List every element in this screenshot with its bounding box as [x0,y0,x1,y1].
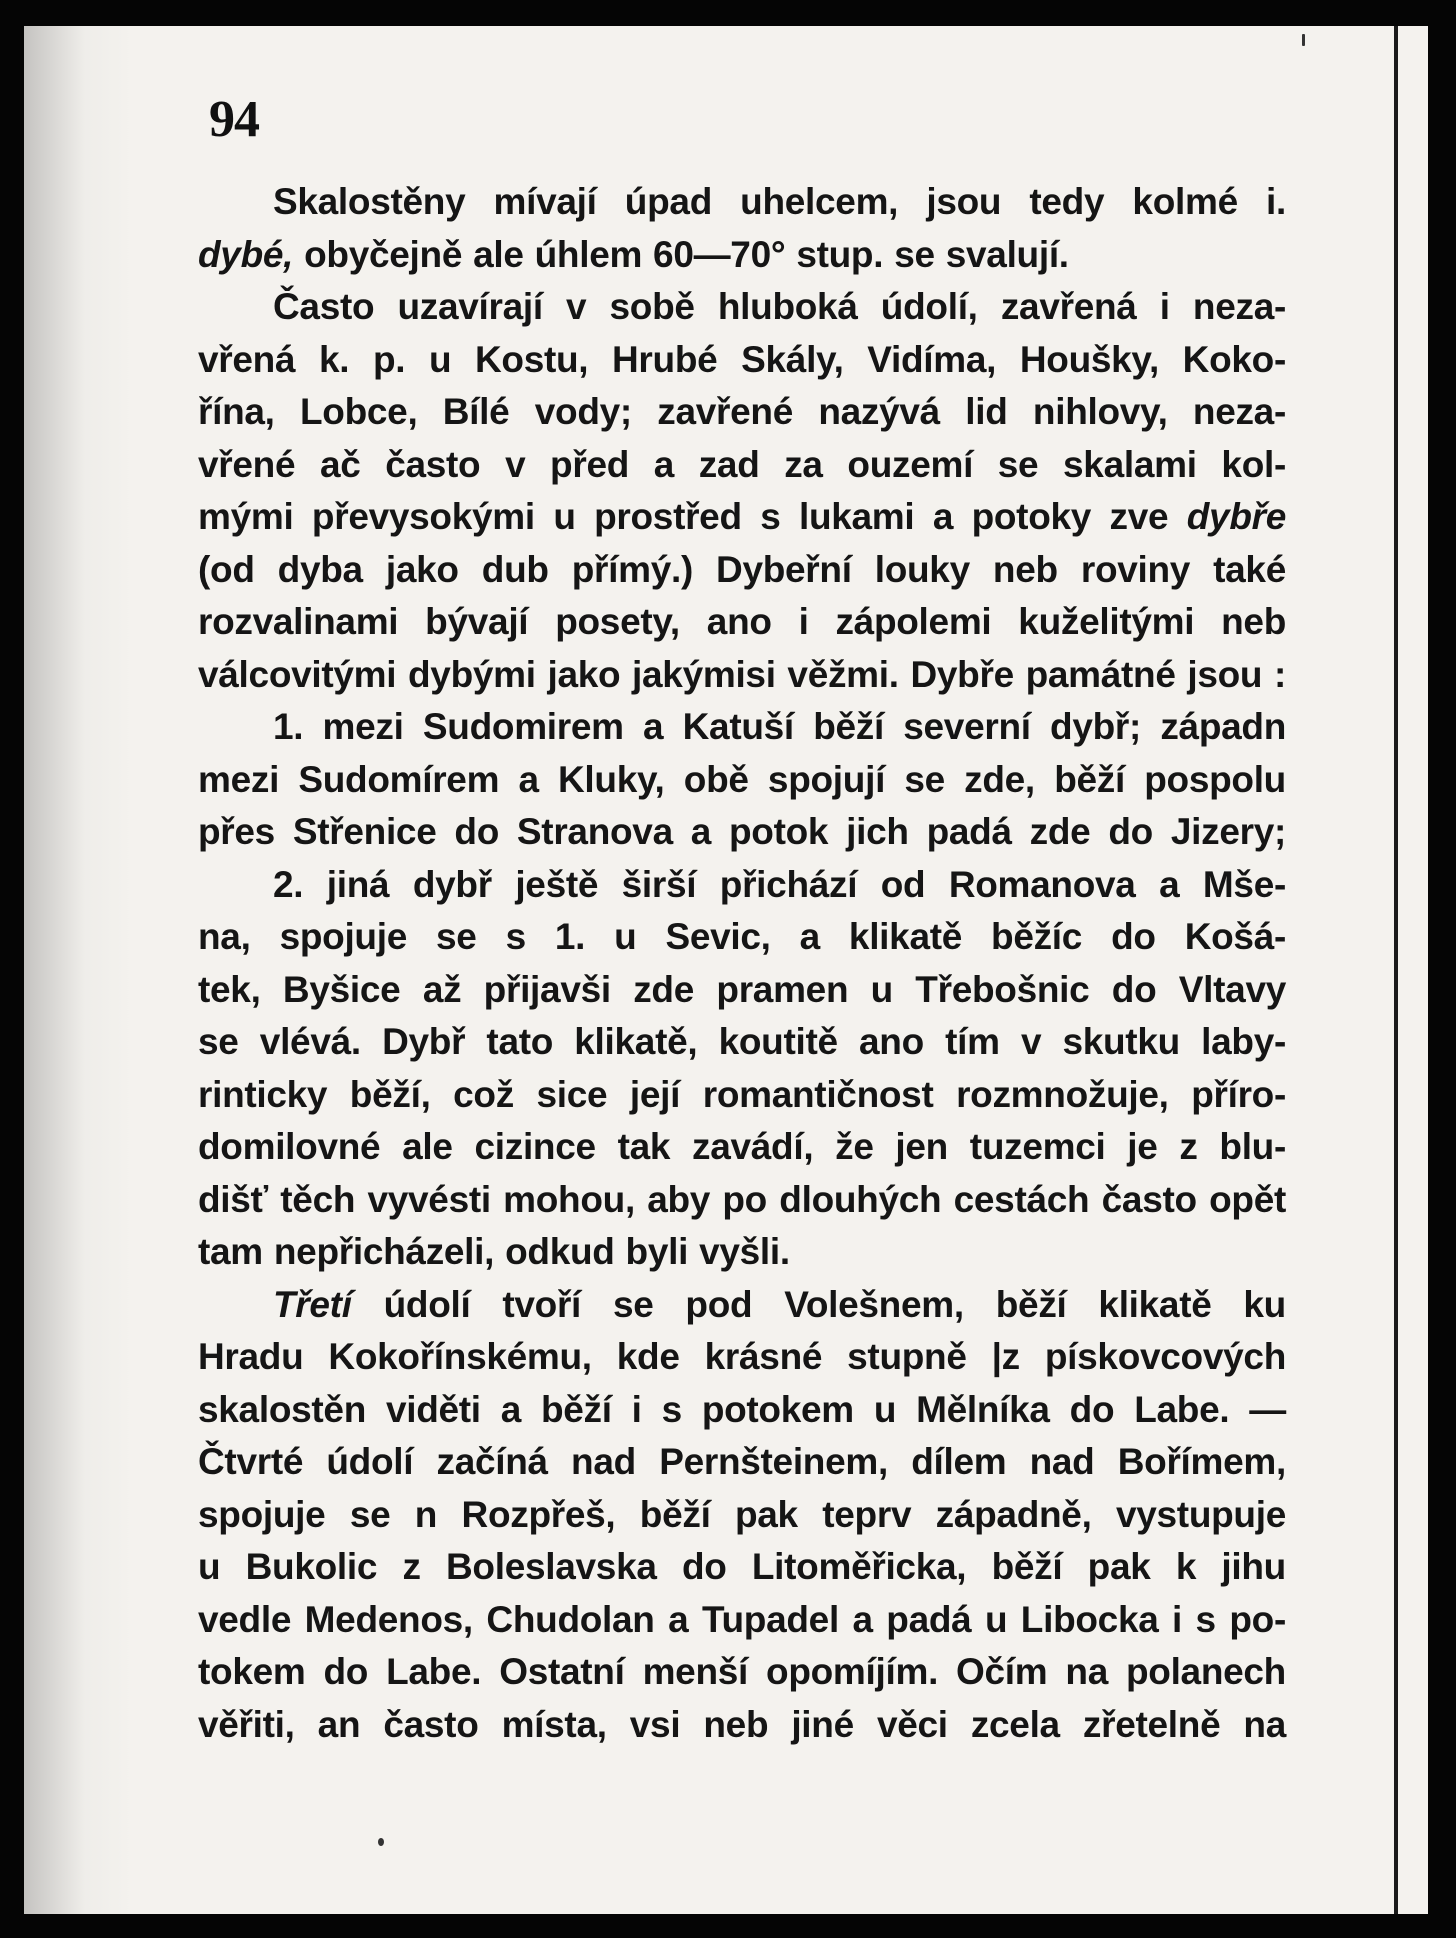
line-text: mými převysokými u prostřed s lukami a potoky zve [198,496,1187,537]
text-line [198,386,1286,439]
italic-term: dybé, [198,233,294,275]
text-line [198,701,1286,754]
text-line [198,806,1286,859]
text-line [198,649,1286,702]
text-line [198,229,1286,282]
text-line [198,1541,1286,1594]
line-text: se vlévá. Dybř tato klikatě, koutitě ano tím v skutku laby- [198,1021,1286,1062]
ink-speck [1302,34,1305,46]
line-text: spojuje se n Rozpřeš, běží pak teprv západně, vystupuje [198,1493,1286,1535]
text-line [198,1699,1286,1752]
text-line [198,1436,1286,1489]
line-text: 2. jiná dybř ještě širší přichází od Romanova a Mše- [273,863,1286,905]
italic-term: Třetí [273,1283,352,1325]
line-text: přes Střenice do Stranova a potok jich padá zde do Jizery; [198,811,1286,852]
line-text: údolí tvoří se pod Volešnem, běží klikatě ku [351,1283,1286,1325]
line-text: (od dyba jako dub přímý.) Dybeřní louky neb roviny také [198,548,1286,590]
text-line [198,964,1286,1017]
text-line [198,1331,1286,1384]
text-line [198,491,1286,544]
body-text [198,176,1286,1751]
ink-speck [378,1838,384,1846]
line-text: tokem do Labe. Ostatní menší opomíjím. Očím na polanech [198,1651,1286,1692]
text-line [198,911,1286,964]
line-text: na, spojuje se s 1. u Sevic, a klikatě běžíc do Košá- [198,916,1286,957]
text-line [198,1594,1286,1647]
line-text: Hradu Kokořínskému, kde krásné stupně |z pískovcových [198,1336,1286,1377]
text-line [198,859,1286,912]
line-text: vřená k. p. u Kostu, Hrubé Skály, Vidíma, Houšky, Koko- [198,338,1286,380]
text-line [198,544,1286,597]
italic-term: dybře [1186,496,1286,537]
line-text: tam nepřicházeli, odkud byli vyšli. [198,1231,790,1272]
line-text: řína, Lobce, Bílé vody; zavřené nazývá lid nihlovy, neza- [198,391,1286,432]
line-text: vedle Medenos, Chudolan a Tupadel a padá u Libocka i s po- [198,1598,1286,1640]
page-number: 94 [209,91,259,148]
line-text: Čtvrté údolí začíná nad Pernšteinem, dílem nad Bořímem, [198,1441,1286,1482]
line-text: rozvalinami bývají posety, ano i zápolemi kuželitými neb [198,601,1286,642]
text-line [198,1279,1286,1332]
page-edge-shadow [24,26,134,1914]
text-line [198,1384,1286,1437]
line-text: Často uzavírají v sobě hluboká údolí, zavřená i neza- [273,286,1286,327]
scan-border [1394,26,1398,1914]
text-line [198,1069,1286,1122]
line-text: u Bukolic z Boleslavska do Litoměřicka, běží pak k jihu [198,1546,1286,1587]
text-line [198,439,1286,492]
line-text: dišť těch vyvésti mohou, aby po dlouhých cestách často opět [198,1178,1286,1220]
line-text: vřené ač často v před a zad za ouzemí se skalami kol- [198,443,1286,485]
text-line [198,1646,1286,1699]
text-line [198,176,1286,229]
text-line [198,334,1286,387]
line-text: věřiti, an často místa, vsi neb jiné věci zcela zřetelně na [198,1703,1286,1745]
line-text: domilovné ale cizince tak zavádí, že jen tuzemci je z blu- [198,1126,1286,1167]
text-line [198,281,1286,334]
line-text: obyčejně ale úhlem 60—70° stup. se svalují. [293,233,1069,275]
text-line [198,596,1286,649]
line-text: 1. mezi Sudomirem a Katuší běží severní dybř; západn [273,706,1286,747]
text-line [198,754,1286,807]
book-page [24,26,1428,1914]
line-text: rinticky běží, což sice její romantičnost rozmnožuje, příro- [198,1073,1286,1115]
line-text: válcovitými dybými jako jakýmisi věžmi. Dybře památné jsou : [198,653,1286,695]
line-text: mezi Sudomírem a Kluky, obě spojují se zde, běží pospolu [198,758,1286,800]
text-line [198,1489,1286,1542]
line-text: skalostěn viděti a běží i s potokem u Mělníka do Labe. — [198,1388,1286,1430]
text-line [198,1121,1286,1174]
text-line [198,1016,1286,1069]
text-line [198,1226,1286,1279]
text-line [198,1174,1286,1227]
line-text: Skalostěny mívají úpad uhelcem, jsou tedy kolmé [273,181,1267,222]
line-tail: i. [1266,181,1286,222]
line-text: tek, Byšice až přijavši zde pramen u Třebošnic do Vltavy [198,968,1286,1010]
